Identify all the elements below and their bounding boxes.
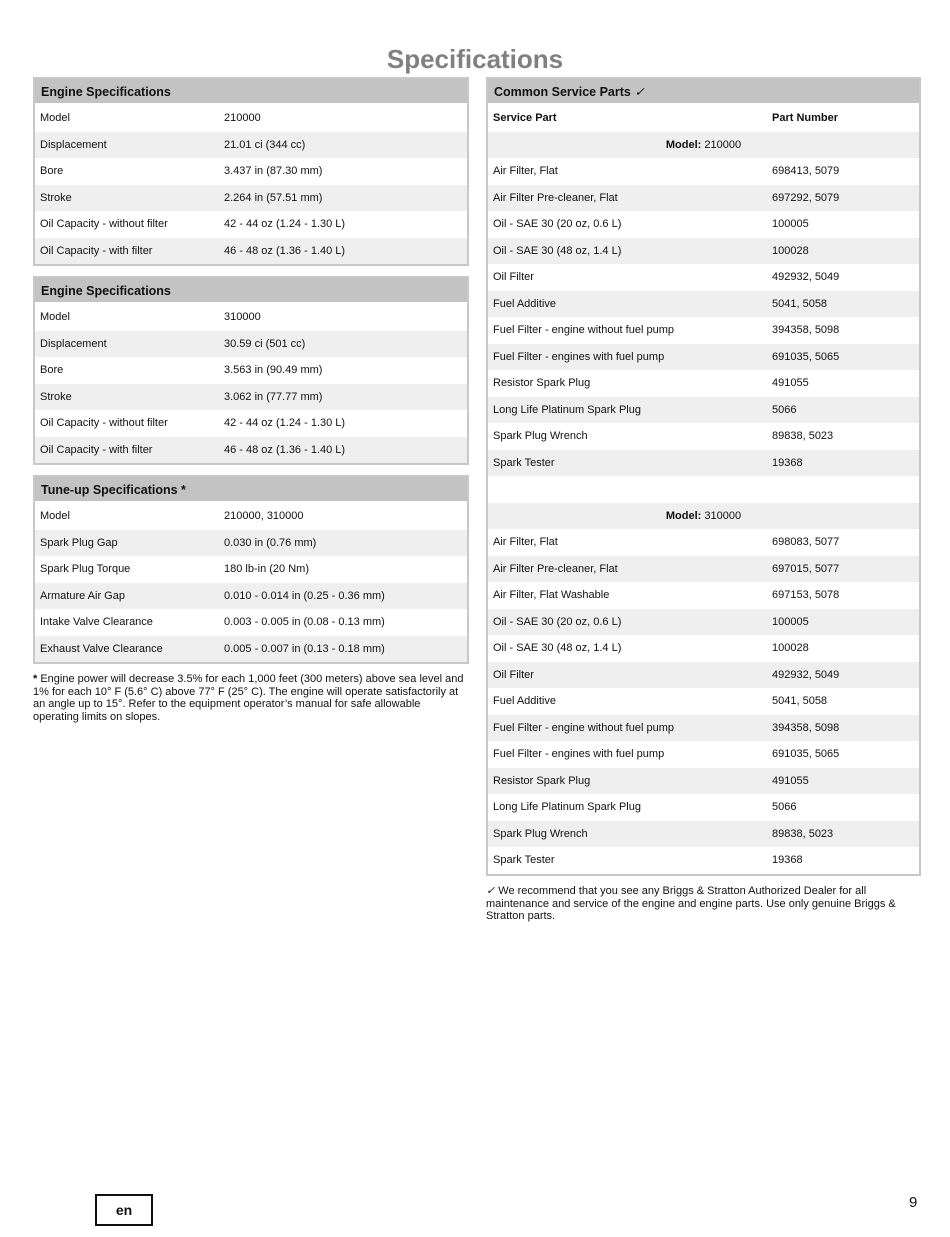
spec-value: 0.003 - 0.005 in (0.08 - 0.13 mm) bbox=[224, 616, 385, 628]
table-header: Tune-up Specifications * bbox=[35, 477, 467, 503]
spec-value: 21.01 ci (344 cc) bbox=[224, 138, 306, 151]
part-number: 394358, 5098 bbox=[772, 324, 840, 336]
table-row bbox=[488, 794, 919, 821]
table-header: Engine Specifications bbox=[35, 278, 467, 304]
model-row-310000 bbox=[488, 503, 919, 530]
language-badge: en bbox=[95, 1194, 153, 1226]
spec-label: Armature Air Gap bbox=[40, 589, 125, 602]
table-row bbox=[488, 556, 919, 583]
checkmark-icon: ✓ bbox=[486, 885, 496, 897]
part-name: Air Filter, Flat bbox=[493, 165, 558, 177]
part-name: Spark Tester bbox=[493, 456, 555, 469]
table-row bbox=[35, 357, 467, 384]
table-row bbox=[488, 344, 919, 371]
part-number: 89838, 5023 bbox=[772, 430, 834, 442]
table-row bbox=[35, 410, 467, 437]
page-title: Specifications bbox=[386, 44, 564, 74]
model-label: Model: bbox=[665, 509, 702, 522]
spec-label: Oil Capacity - with filter bbox=[40, 244, 153, 257]
table-row bbox=[488, 741, 919, 768]
table-row bbox=[488, 158, 919, 185]
table-row bbox=[488, 847, 919, 874]
spec-value: 0.005 - 0.007 in (0.13 - 0.18 mm) bbox=[224, 642, 385, 655]
part-name: Long Life Platinum Spark Plug bbox=[493, 403, 641, 416]
part-name: Fuel Additive bbox=[493, 695, 556, 707]
part-number: 19368 bbox=[772, 854, 803, 866]
spec-label: Displacement bbox=[40, 337, 107, 350]
part-number: 697153, 5078 bbox=[772, 589, 840, 601]
part-number: 691035, 5065 bbox=[772, 350, 840, 363]
service-parts-table bbox=[486, 77, 921, 876]
part-number: 697015, 5077 bbox=[772, 562, 840, 575]
spec-label: Model bbox=[40, 311, 70, 323]
spec-value: 210000, 310000 bbox=[224, 510, 304, 522]
part-number: 698083, 5077 bbox=[772, 536, 840, 548]
part-number: 5066 bbox=[772, 403, 797, 416]
part-name: Oil Filter bbox=[493, 668, 534, 681]
table-header: Engine Specifications bbox=[35, 79, 467, 105]
part-name: Fuel Filter - engine without fuel pump bbox=[493, 721, 674, 734]
table-row bbox=[35, 331, 467, 358]
part-number: 491055 bbox=[772, 774, 809, 787]
spec-label: Oil Capacity - without filter bbox=[40, 417, 168, 429]
part-name: Resistor Spark Plug bbox=[493, 774, 591, 787]
table-row bbox=[35, 211, 467, 238]
part-number: 394358, 5098 bbox=[772, 721, 840, 734]
table-row bbox=[488, 450, 919, 477]
part-name: Oil - SAE 30 (48 oz, 1.4 L) bbox=[493, 642, 622, 654]
table-row bbox=[35, 105, 467, 132]
table-row bbox=[488, 264, 919, 291]
part-name: Air Filter Pre-cleaner, Flat bbox=[493, 562, 618, 575]
spec-value: 0.030 in (0.76 mm) bbox=[224, 536, 317, 549]
table-row bbox=[35, 609, 467, 636]
parts-title: Common Service Parts bbox=[494, 85, 631, 99]
table-row bbox=[35, 530, 467, 557]
spec-label: Model bbox=[40, 112, 70, 124]
engine-spec-table-310000 bbox=[33, 276, 469, 465]
footnote-text: Engine power will decrease 3.5% for each 1,000 feet (300 meters) above sea level and 1% for each 10° F (5.6° C) above 77° F (25° C). The engine will operate satisfactorily at an angle up to 15°. Refer to the equipment operator’s manual for safe allowable operating limits on slopes. bbox=[33, 673, 464, 723]
part-number: 19368 bbox=[772, 456, 803, 469]
table-row bbox=[488, 715, 919, 742]
engine-spec-table-210000 bbox=[33, 77, 469, 266]
part-number: 5041, 5058 bbox=[772, 297, 828, 310]
table-row bbox=[488, 291, 919, 318]
table-row bbox=[488, 688, 919, 715]
table-row bbox=[488, 397, 919, 424]
table-row bbox=[35, 238, 467, 265]
part-number: 89838, 5023 bbox=[772, 827, 834, 840]
column-header-row bbox=[488, 105, 919, 132]
part-name: Fuel Filter - engines with fuel pump bbox=[493, 350, 665, 363]
part-name: Oil Filter bbox=[493, 271, 534, 283]
part-name: Oil - SAE 30 (20 oz, 0.6 L) bbox=[493, 218, 622, 230]
model-label: Model: bbox=[665, 138, 702, 151]
spec-value: 3.563 in (90.49 mm) bbox=[224, 364, 323, 376]
table-row bbox=[35, 158, 467, 185]
part-number: 492932, 5049 bbox=[772, 668, 840, 681]
part-name: Spark Tester bbox=[493, 854, 555, 866]
spec-value: 210000 bbox=[224, 112, 261, 124]
column-header-part: Service Part bbox=[493, 112, 557, 124]
spec-value: 180 lb-in (20 Nm) bbox=[224, 563, 309, 575]
parts-footnote bbox=[486, 885, 916, 923]
tuneup-spec-table bbox=[33, 475, 469, 664]
part-number: 492932, 5049 bbox=[772, 271, 840, 283]
table-row bbox=[488, 609, 919, 636]
part-name: Long Life Platinum Spark Plug bbox=[493, 801, 641, 813]
spec-label: Oil Capacity - with filter bbox=[40, 443, 153, 456]
spec-label: Displacement bbox=[40, 138, 107, 151]
part-name: Fuel Filter - engines with fuel pump bbox=[493, 748, 665, 760]
spec-value: 42 - 44 oz (1.24 - 1.30 L) bbox=[224, 218, 346, 230]
tuneup-footnote bbox=[33, 673, 467, 723]
spec-label: Bore bbox=[40, 165, 64, 177]
table-row bbox=[35, 384, 467, 411]
table-row bbox=[35, 583, 467, 610]
table-row bbox=[35, 132, 467, 159]
table-row bbox=[35, 437, 467, 464]
spec-value: 3.062 in (77.77 mm) bbox=[224, 390, 323, 403]
table-row bbox=[35, 185, 467, 212]
spec-label: Spark Plug Gap bbox=[40, 536, 118, 549]
part-number: 5066 bbox=[772, 801, 797, 813]
spec-label: Model bbox=[40, 510, 70, 522]
spec-label: Stroke bbox=[40, 390, 72, 403]
part-number: 100005 bbox=[772, 615, 809, 628]
spec-label: Spark Plug Torque bbox=[40, 563, 131, 575]
spec-value: 2.264 in (57.51 mm) bbox=[224, 191, 323, 204]
part-number: 697292, 5079 bbox=[772, 191, 840, 204]
part-name: Fuel Filter - engine without fuel pump bbox=[493, 324, 674, 336]
spec-value: 46 - 48 oz (1.36 - 1.40 L) bbox=[224, 443, 346, 456]
part-name: Spark Plug Wrench bbox=[493, 827, 588, 840]
table-row bbox=[488, 423, 919, 450]
table-row bbox=[35, 503, 467, 530]
part-name: Oil - SAE 30 (20 oz, 0.6 L) bbox=[493, 615, 622, 628]
part-number: 100028 bbox=[772, 244, 809, 257]
model-value: 210000 bbox=[704, 138, 742, 151]
spacer-row bbox=[488, 476, 919, 503]
table-row bbox=[488, 635, 919, 662]
spec-label: Intake Valve Clearance bbox=[40, 616, 153, 628]
spec-label: Stroke bbox=[40, 191, 72, 204]
spec-value: 310000 bbox=[224, 311, 261, 323]
part-name: Air Filter, Flat Washable bbox=[493, 589, 610, 601]
part-number: 691035, 5065 bbox=[772, 748, 840, 760]
table-row bbox=[35, 636, 467, 663]
column-header-number: Part Number bbox=[772, 112, 839, 124]
spec-value: 3.437 in (87.30 mm) bbox=[224, 165, 323, 177]
table-row bbox=[488, 238, 919, 265]
footnote-text: We recommend that you see any Briggs & Stratton Authorized Dealer for all maintenance and service of the engine and engine parts. Use only genuine Briggs & Stratton parts. bbox=[486, 885, 896, 923]
part-number: 5041, 5058 bbox=[772, 695, 828, 707]
footnote-mark: * bbox=[33, 673, 38, 685]
spec-value: 42 - 44 oz (1.24 - 1.30 L) bbox=[224, 417, 346, 429]
part-number: 698413, 5079 bbox=[772, 165, 840, 177]
table-row bbox=[488, 662, 919, 689]
spec-value: 30.59 ci (501 cc) bbox=[224, 337, 306, 350]
part-name: Spark Plug Wrench bbox=[493, 430, 588, 442]
spec-label: Bore bbox=[40, 364, 64, 376]
table-header bbox=[488, 79, 919, 105]
table-row bbox=[488, 370, 919, 397]
table-row bbox=[488, 768, 919, 795]
table-row bbox=[35, 556, 467, 583]
table-row bbox=[35, 304, 467, 331]
table-row bbox=[488, 821, 919, 848]
table-row bbox=[488, 529, 919, 556]
model-value: 310000 bbox=[704, 509, 742, 522]
part-name: Air Filter, Flat bbox=[493, 536, 558, 548]
spec-value: 0.010 - 0.014 in (0.25 - 0.36 mm) bbox=[224, 589, 385, 602]
part-name: Air Filter Pre-cleaner, Flat bbox=[493, 191, 618, 204]
model-row-210000 bbox=[488, 132, 919, 159]
part-number: 491055 bbox=[772, 377, 809, 389]
table-row bbox=[488, 211, 919, 238]
checkmark-icon: ✓ bbox=[634, 85, 645, 99]
part-name: Oil - SAE 30 (48 oz, 1.4 L) bbox=[493, 244, 622, 257]
table-row bbox=[488, 582, 919, 609]
part-name: Resistor Spark Plug bbox=[493, 377, 591, 389]
table-row bbox=[488, 317, 919, 344]
table-row bbox=[488, 185, 919, 212]
part-number: 100005 bbox=[772, 218, 809, 230]
part-number: 100028 bbox=[772, 642, 809, 654]
spec-label: Oil Capacity - without filter bbox=[40, 218, 168, 230]
page-number: 9 bbox=[909, 1194, 918, 1211]
spec-value: 46 - 48 oz (1.36 - 1.40 L) bbox=[224, 244, 346, 257]
part-name: Fuel Additive bbox=[493, 297, 556, 310]
spec-label: Exhaust Valve Clearance bbox=[40, 642, 163, 655]
